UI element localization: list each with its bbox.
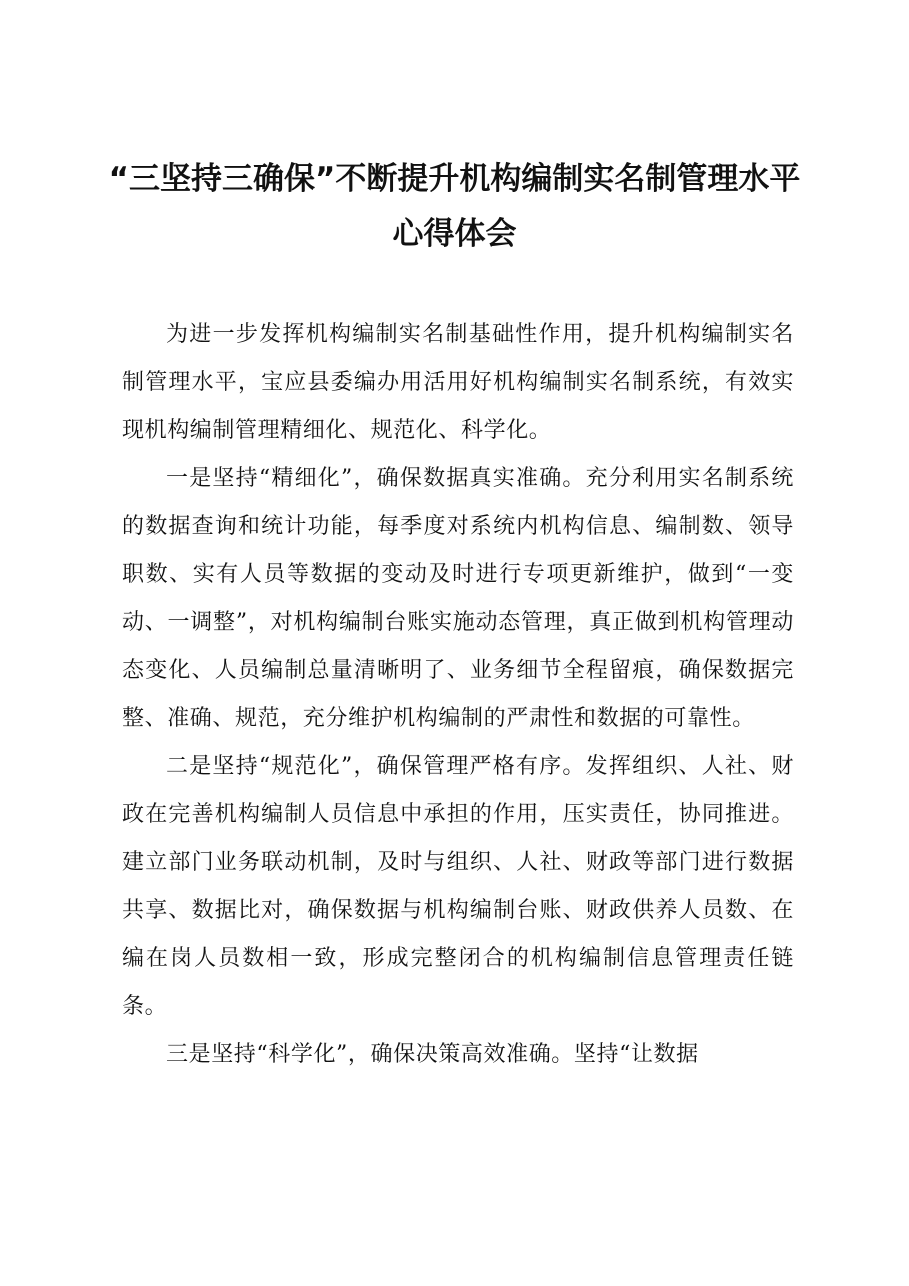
document-body (122, 311, 794, 1079)
document-title: “三坚持三确保”不断提升机构编制实名制管理水平心得体会 (108, 161, 801, 252)
paragraph-standardization: 二是坚持“规范化”，确保管理严格有序。发挥组织、人社、财政在完善机构编制人员信息中承担的作用，压实责任，协同推进。建立部门业务联动机制，及时与组织、人社、财政等部门进行数据共享、数据比对，确保数据与机构编制台账、财政供养人员数、在编在岗人员数相一致，形成完整闭合的机构编制信息管理责任链条。 (122, 754, 794, 1019)
paragraph-refinement: 一是坚持“精细化”，确保数据真实准确。充分利用实名制系统的数据查询和统计功能，每季度对系统内机构信息、编制数、领导职数、实有人员等数据的变动及时进行专项更新维护，做到“一变动、一调整”，对机构编制台账实施动态管理，真正做到机构管理动态变化、人员编制总量清晰明了、业务细节全程留痕，确保数据完整、准确、规范，充分维护机构编制的严肃性和数据的可靠性。 (122, 466, 794, 731)
paragraph-scientific: 三是坚持“科学化”，确保决策高效准确。坚持“让数据 (166, 1042, 699, 1067)
paragraph-intro: 为进一步发挥机构编制实名制基础性作用，提升机构编制实名制管理水平，宝应县委编办用活用好机构编制实名制系统，有效实现机构编制管理精细化、规范化、科学化。 (122, 322, 794, 443)
